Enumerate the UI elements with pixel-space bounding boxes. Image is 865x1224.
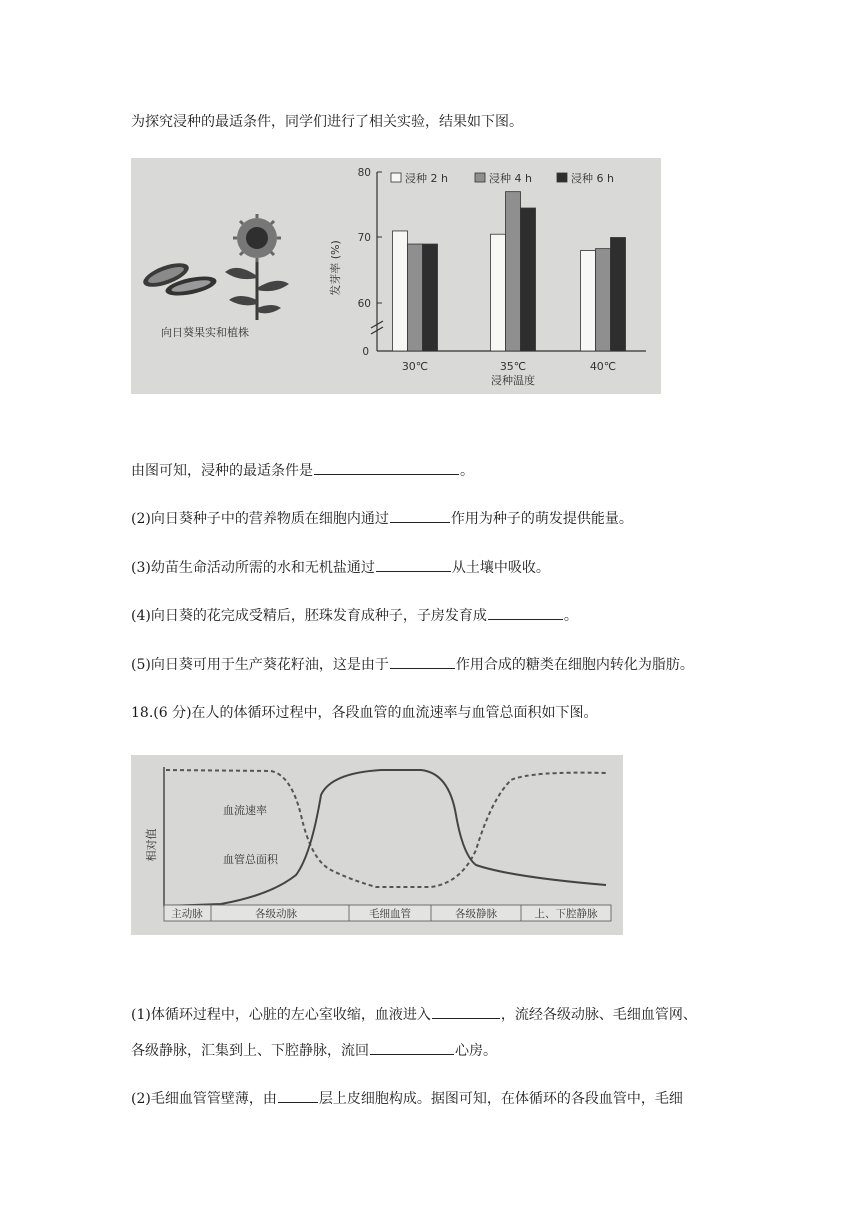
figure-germination-experiment xyxy=(131,158,661,394)
question-text: (3)幼苗生命活动所需的水和无机盐通过 xyxy=(131,560,375,576)
bar-30℃-浸种2h xyxy=(393,231,408,351)
answer-blank[interactable] xyxy=(370,1040,454,1055)
question-5 xyxy=(131,654,694,675)
question-text: (2)毛细血管管壁薄，由 xyxy=(131,1091,277,1107)
sunflower-seed-icon xyxy=(140,258,218,299)
x-tick-label: 30℃ xyxy=(401,360,429,373)
answer-blank[interactable] xyxy=(278,1088,318,1103)
question-text: (2)向日葵种子中的营养物质在细胞内通过 xyxy=(131,511,389,527)
question-text: ，流经各级动脉、毛细血管网、 xyxy=(500,1007,697,1023)
series-line-blood-flow-rate xyxy=(166,770,606,887)
series-label-vessel-area: 血管总面积 xyxy=(223,853,278,866)
legend-label-4h: 浸种 4 h xyxy=(489,172,532,185)
figure2-svg xyxy=(131,755,623,935)
question-3 xyxy=(131,557,550,578)
y-tick-label: 60 xyxy=(357,298,371,310)
bar-35℃-浸种2h xyxy=(491,234,506,351)
question-text: 。 xyxy=(460,463,474,479)
y-axis-label: 发芽率 (%) xyxy=(329,240,342,296)
answer-blank[interactable] xyxy=(390,508,450,523)
sunflower-plant-icon xyxy=(225,214,289,320)
question-text: 作用为种子的萌发提供能量。 xyxy=(450,511,633,527)
question-text: 从土壤中吸收。 xyxy=(451,560,550,576)
bar-group xyxy=(393,192,626,351)
question-text: (5)向日葵可用于生产葵花籽油，这是由于 xyxy=(131,657,389,673)
y-tick-label: 0 xyxy=(362,346,369,358)
bar-30℃-浸种4h xyxy=(408,244,423,351)
question-text: 由图可知，浸种的最适条件是 xyxy=(131,463,313,479)
intro-text: 为探究浸种的最适条件，同学们进行了相关实验，结果如下图。 xyxy=(131,114,523,130)
category-label: 各级动脉 xyxy=(255,908,297,920)
y-tick-label: 80 xyxy=(357,167,371,179)
category-label: 毛细血管 xyxy=(369,908,411,920)
bar-40℃-浸种4h xyxy=(596,249,611,351)
bar-40℃-浸种6h xyxy=(611,238,626,352)
x-tick-label: 40℃ xyxy=(589,360,617,373)
illustration-caption: 向日葵果实和植株 xyxy=(161,326,249,339)
question-text: 。 xyxy=(563,608,578,624)
series-label-blood-flow-rate: 血流速率 xyxy=(223,804,267,817)
y-axis-label: 相对值 xyxy=(145,828,158,862)
question-18-2 xyxy=(131,1088,683,1109)
question-2 xyxy=(131,508,633,529)
category-label: 各级静脉 xyxy=(455,908,497,920)
question-text: (1)体循环过程中，心脏的左心室收缩，血液进入 xyxy=(131,1007,431,1023)
answer-blank[interactable] xyxy=(390,654,455,669)
bar-30℃-浸种6h xyxy=(423,244,438,351)
question-4 xyxy=(131,605,578,626)
series-line-vessel-area xyxy=(166,770,606,906)
y-tick-label: 70 xyxy=(357,232,371,244)
legend-swatch-6h xyxy=(557,173,567,182)
x-tick-label: 35℃ xyxy=(499,360,527,373)
legend-swatch-2h xyxy=(391,173,401,182)
question-conclusion xyxy=(131,460,474,481)
legend-swatch-4h xyxy=(475,173,485,182)
question-18-1-line2 xyxy=(131,1040,497,1061)
bar-chart xyxy=(328,167,646,387)
answer-blank[interactable] xyxy=(314,460,459,475)
question-18-1-line1 xyxy=(131,1004,697,1025)
vessel-category-bar xyxy=(164,905,611,921)
category-label: 主动脉 xyxy=(171,908,203,920)
answer-blank[interactable] xyxy=(432,1004,500,1019)
category-label: 上、下腔静脉 xyxy=(534,908,598,920)
legend-label-2h: 浸种 2 h xyxy=(405,172,448,185)
bar-35℃-浸种6h xyxy=(521,208,536,351)
question-text: 心房。 xyxy=(455,1043,497,1059)
x-axis-label: 浸种温度 xyxy=(491,374,535,387)
question-text: 作用合成的糖类在细胞内转化为脂肪。 xyxy=(455,657,694,673)
question-18-heading: 18.(6 分)在人的体循环过程中，各段血管的血流速率与血管总面积如下图。 xyxy=(131,705,598,721)
answer-blank[interactable] xyxy=(376,557,451,572)
bar-40℃-浸种2h xyxy=(581,251,596,351)
bar-35℃-浸种4h xyxy=(506,192,521,351)
answer-blank[interactable] xyxy=(488,605,563,620)
question-text: (4)向日葵的花完成受精后，胚珠发育成种子，子房发育成 xyxy=(131,608,487,624)
question-text: 各级静脉，汇集到上、下腔静脉，流回 xyxy=(131,1043,369,1059)
figure-blood-vessels xyxy=(131,755,623,935)
question-text: 层上皮细胞构成。据图可知，在体循环的各段血管中，毛细 xyxy=(318,1091,683,1107)
figure1-svg xyxy=(131,158,661,394)
legend-label-6h: 浸种 6 h xyxy=(571,172,614,185)
